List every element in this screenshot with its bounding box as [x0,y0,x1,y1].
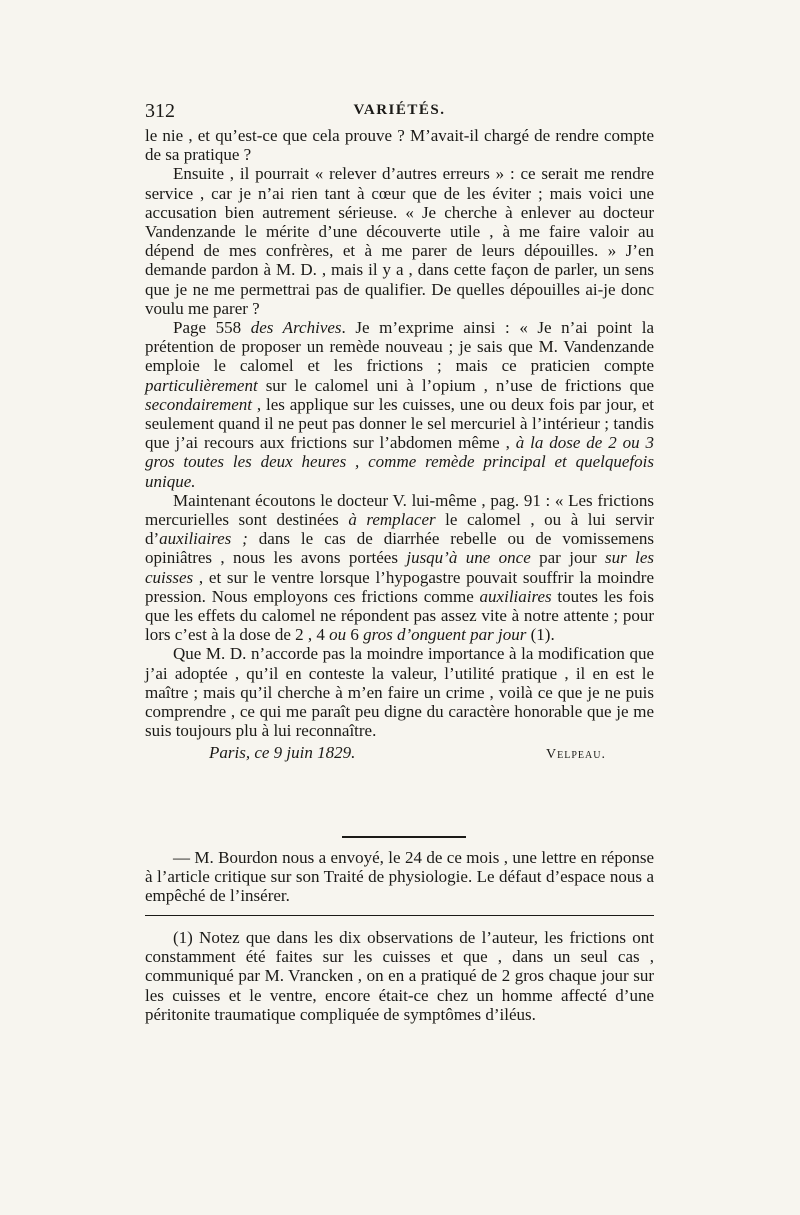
paragraph-4: Maintenant écoutons le docteur V. lui-même , pag. 91 : « Les frictions mercurielles sont destinées à remplacer le calomel , ou à lui servir d’auxiliaires ; dans le cas de diarrhée rebelle ou de vomissemens opiniâtres , nous les avons portées jusqu’à une once par jour sur les cuisses , et sur le ventre lorsque l’hypogastre pouvait souffrir la moindre pression. Nous employons ces frictions comme auxiliaires toutes les fois que les effets du calomel ne répondent pas assez vite à notre attente ; pour lors c’est à la dose de 2 , 4 ou 6 gros d’onguent par jour (1). [145,490,655,645]
article-body [145,126,654,765]
footnote [145,928,654,1024]
section-divider [342,836,466,838]
notice-text: — M. Bourdon nous a envoyé, le 24 de ce mois , une lettre en réponse à l’article critique sur son Traité de physiologie. Le défaut d’espace nous a empêché de l’insérer. [145,848,654,906]
notice-paragraph [145,848,654,906]
running-head: VARIÉTÉS. [353,102,446,118]
footnote-text: (1) Notez que dans les dix observations de l’auteur, les frictions ont constamment été faites sur les cuisses et que , dans un seul cas , communiqué par M. Vrancken , on en a pratiqué de 2 gros chaque jour sur les cuisses et le ventre, encore était-ce chez un homme affecté d’une péritonite traumatique compliquée de symptômes d’iléus. [145,928,654,1024]
signature-place-date: Paris, ce 9 juin 1829. [209,742,356,762]
paragraph-5: Que M. D. n’accorde pas la moindre importance à la modification que j’ai adoptée , qu’il en conteste la valeur, l’utilité pratique , il en est le maître ; mais qu’il cherche à m’en faire un crime , voilà ce que je ne puis comprendre , ce qui me paraît peu digne du caractère honorable que je me suis toujours plu à lui reconnaître. [145,644,654,741]
footnote-divider [145,915,654,916]
signature-line [145,743,654,765]
paragraph-3: Page 558 des Archives. Je m’exprime ainsi : « Je n’ai point la prétention de proposer un remède nouveau ; je sais que M. Vandenzande emploie le calomel et les frictions ; mais ce praticien compte particulièrement sur le calomel uni à l’opium , n’use de frictions que secondairement , les applique sur les cuisses, une ou deux fois par jour, et seulement quand il ne peut pas donner le sel mercuriel à l’intérieur ; tandis que j’ai recours aux frictions sur l’abdomen même , à la dose de 2 ou 3 gros toutes les deux heures , comme remède principal et quelquefois unique. [145,318,654,491]
page-number: 312 [145,100,175,122]
paragraph-2: Ensuite , il pourrait « relever d’autres erreurs » : ce serait me rendre service , car je n’ai rien tant à cœur que de les éviter ; mais voici une accusation bien autrement sérieuse. « Je cherche à enlever au docteur Vandenzande le mérite d’une découverte utile , à me faire valoir au dépend de mes confrères, et à me parer de leurs dépouilles. » J’en demande pardon à M. D. , mais il y a , dans cette façon de parler, un sens que je ne me permettrai pas de qualifier. De quelles dépouilles ai-je donc voulu me parer ? [145,164,654,318]
paragraph-1: le nie , et qu’est-ce que cela prouve ? M’avait-il chargé de rendre compte de sa pratique ? [145,126,654,165]
page-header [145,100,654,124]
signature-author: Velpeau. [546,746,606,762]
